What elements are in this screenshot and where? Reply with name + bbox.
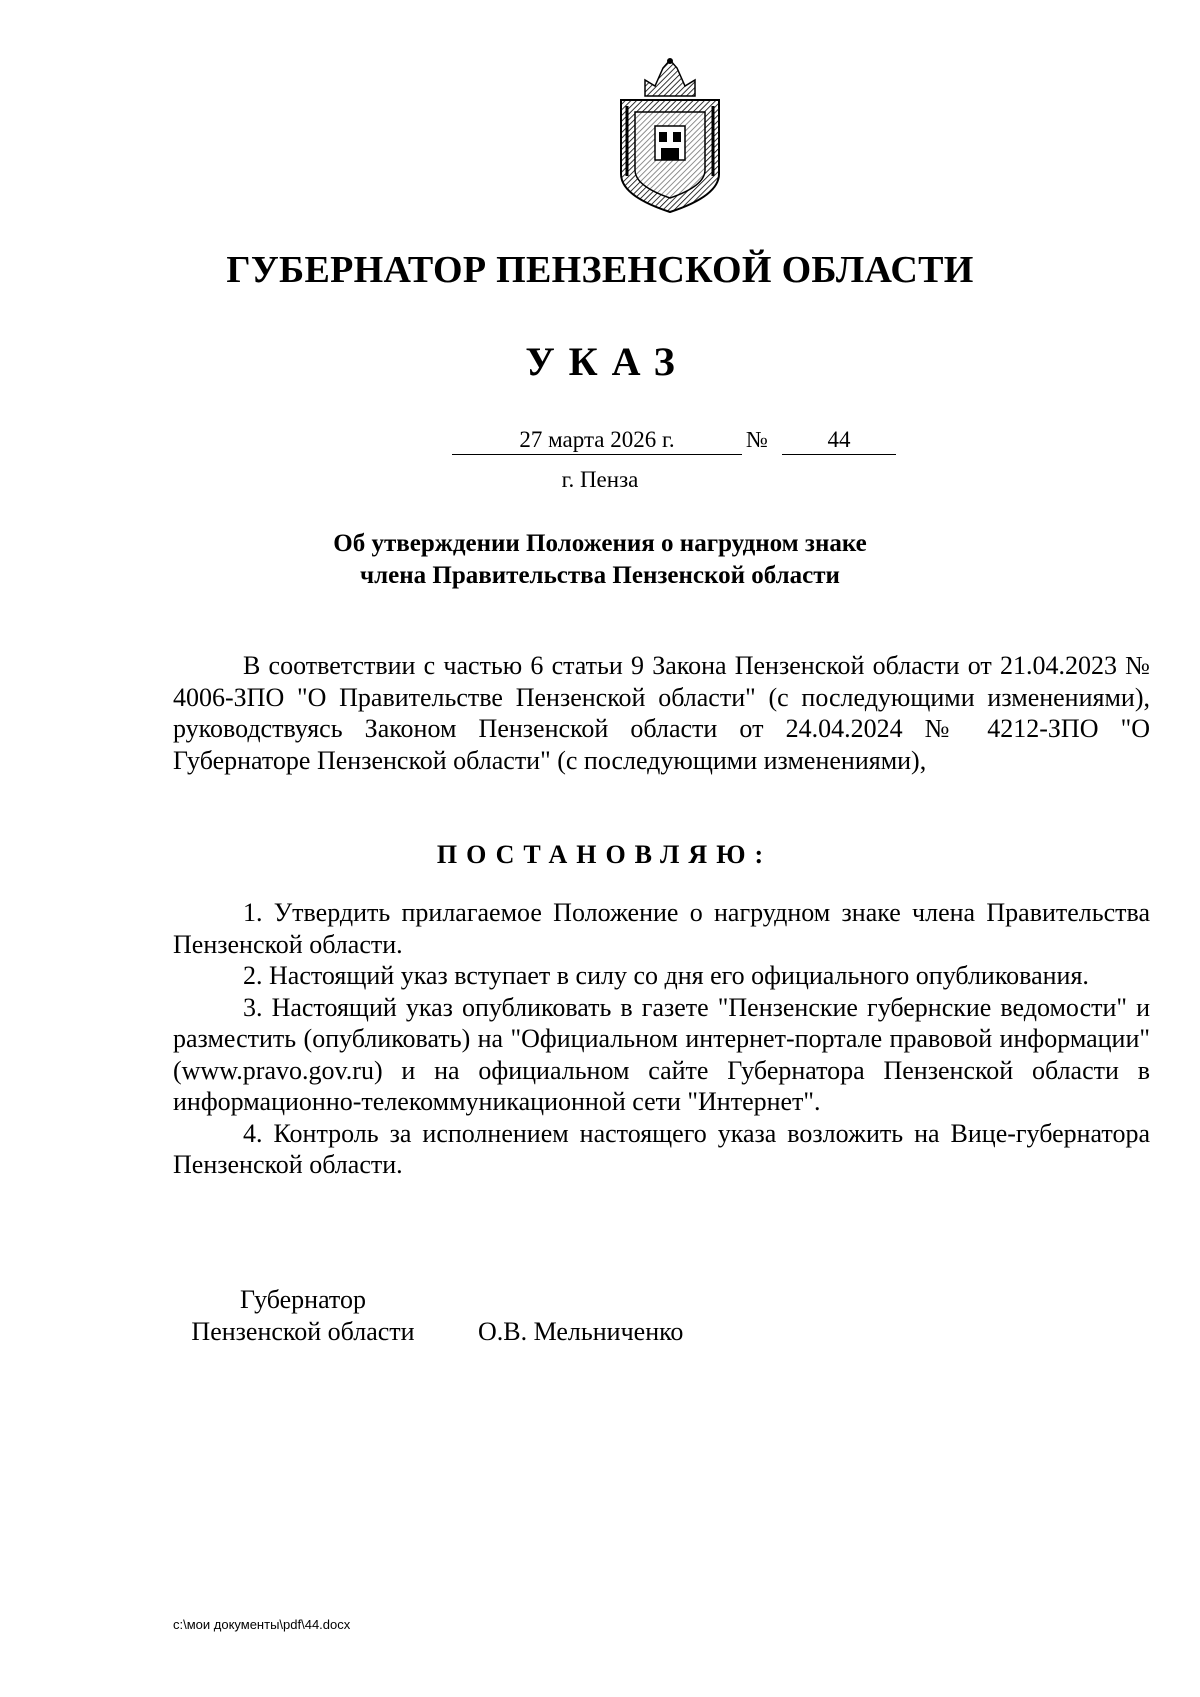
decree-points — [173, 897, 1150, 1181]
subject-line: Об утверждении Положения о нагрудном знаке — [333, 530, 867, 557]
signer-title-line: Пензенской области — [191, 1317, 415, 1346]
footer-file-path: c:\мои документы\pdf\44.docx — [173, 1617, 351, 1632]
preamble-paragraph: В соответствии с частью 6 статьи 9 Закона Пензенской области от 21.04.2023 № 4006-ЗПО "О Правительстве Пензенской области" (с последующими изменениями), руководствуясь Законом Пензенской области от 24.04.2024 № 4212-ЗПО "О Губернаторе Пензенской области" (с последующими изменениями), — [173, 651, 1150, 775]
signer-title — [173, 1284, 433, 1348]
preamble — [173, 650, 1150, 776]
decree-point: 4. Контроль за исполнением настоящего указа возложить на Вице-губернатора Пензенской области. — [173, 1118, 1150, 1179]
decree-point: 2. Настоящий указ вступает в силу со дня его официального опубликования. — [243, 961, 1089, 990]
number-label: № — [746, 427, 768, 452]
decree-point: 3. Настоящий указ опубликовать в газете "Пензенские губернские ведомости" и разместить (опубликовать) на "Официальном интернет-портале правовой информации" (www.pravo.gov.ru) и на официальном сайте Губернатора Пензенской области в информационно-телекоммуникационной сети "Интернет". — [173, 992, 1150, 1116]
decree-operative-word: ПОСТАНОВЛЯЮ: — [436, 840, 773, 869]
issuing-authority: ГУБЕРНАТОР ПЕНЗЕНСКОЙ ОБЛАСТИ — [226, 249, 974, 291]
decree-point: 1. Утвердить прилагаемое Положение о нагрудном знаке члена Правительства Пензенской области. — [173, 898, 1150, 959]
decree-number: 44 — [782, 426, 896, 455]
decree-date: 27 марта 2026 г. — [452, 426, 742, 455]
decree-city: г. Пенза — [561, 467, 639, 492]
document-type: УКАЗ — [525, 339, 689, 384]
subject-line: члена Правительства Пензенской области — [360, 562, 840, 589]
coat-of-arms-icon — [607, 56, 733, 216]
signer-name: О.В. Мельниченко — [478, 1317, 684, 1346]
signer-title-line: Губернатор — [240, 1285, 366, 1314]
decree-subject — [0, 528, 1200, 592]
